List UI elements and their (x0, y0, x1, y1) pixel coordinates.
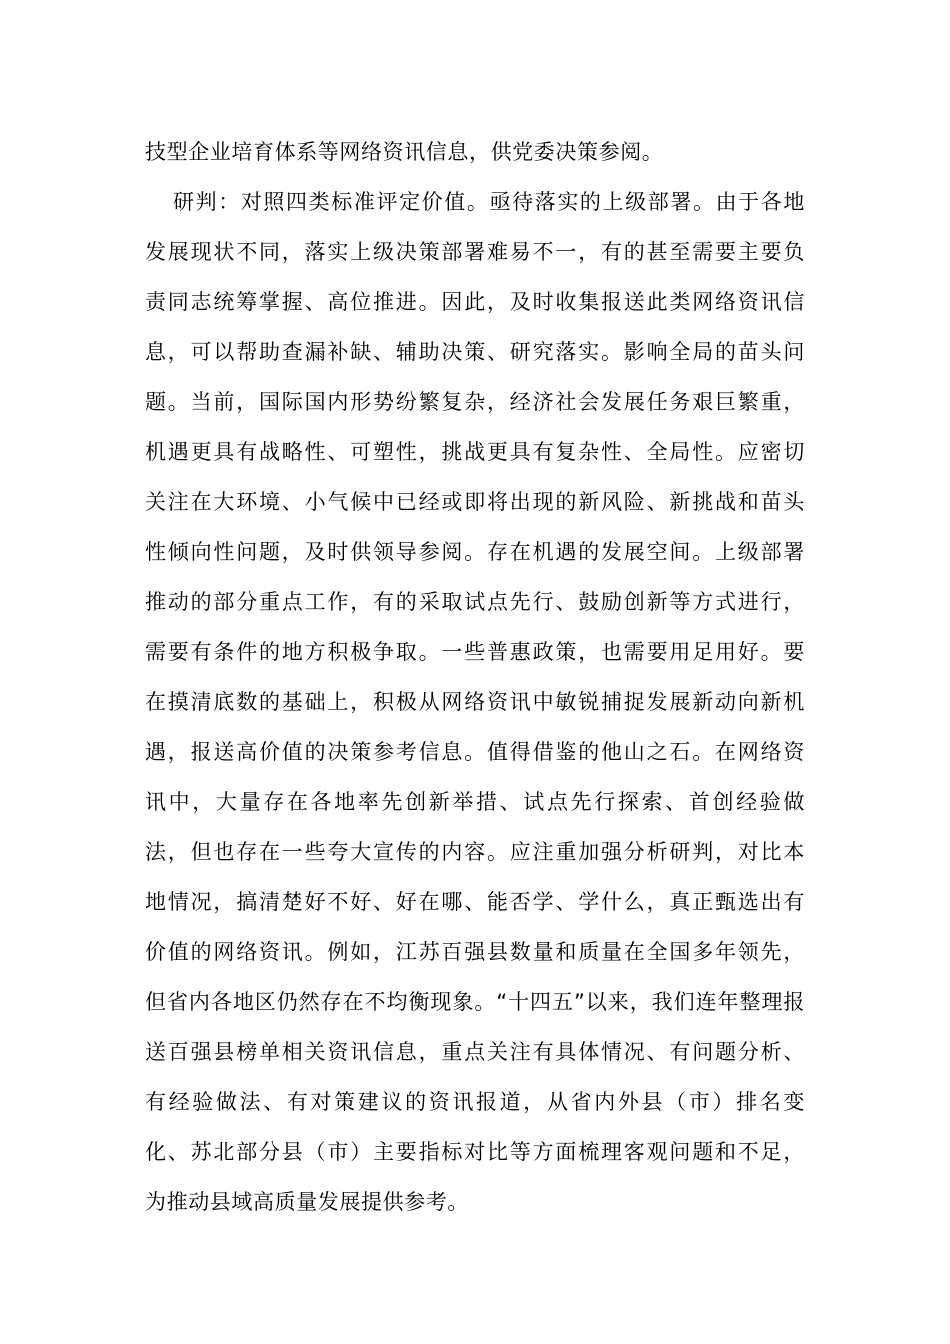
text-line: 责同志统筹掌握、高位推进。因此，及时收集报送此类网络资讯信 (145, 290, 805, 314)
text-line: 题。当前，国际国内形势纷繁复杂，经济社会发展任务艰巨繁重， (145, 390, 805, 414)
text-line: 机遇更具有战略性、可塑性，挑战更具有复杂性、全局性。应密切 (145, 440, 805, 464)
text-line: 有经验做法、有对策建议的资讯报道，从省内外县（市）排名变 (145, 1090, 805, 1114)
text-line: 技型企业培育体系等网络资讯信息，供党委决策参阅。 (145, 140, 664, 164)
text-line: 关注在大环境、小气候中已经或即将出现的新风险、新挑战和苗头 (145, 490, 805, 514)
text-line: 为推动县域高质量发展提供参考。 (145, 1190, 469, 1214)
text-line: 但省内各地区仍然存在不均衡现象。“十四五”以来，我们连年整理报 (145, 990, 805, 1014)
text-line: 需要有条件的地方积极争取。一些普惠政策，也需要用足用好。要 (145, 640, 805, 664)
text-line: 讯中，大量存在各地率先创新举措、试点先行探索、首创经验做 (145, 790, 805, 814)
text-line: 发展现状不同，落实上级决策部署难易不一，有的甚至需要主要负 (145, 240, 805, 264)
text-line: 送百强县榜单相关资讯信息，重点关注有具体情况、有问题分析、 (145, 1040, 805, 1064)
text-line: 法，但也存在一些夸大宣传的内容。应注重加强分析研判，对比本 (145, 840, 805, 864)
text-line: 息，可以帮助查漏补缺、辅助决策、研究落实。影响全局的苗头问 (145, 340, 805, 364)
text-line: 研判：对照四类标准评定价值。亟待落实的上级部署。由于各地 (173, 190, 805, 214)
text-line: 地情况，搞清楚好不好、好在哪、能否学、学什么，真正甄选出有 (145, 890, 805, 914)
text-line: 在摸清底数的基础上，积极从网络资讯中敏锐捕捉发展新动向新机 (145, 690, 805, 714)
text-line: 遇，报送高价值的决策参考信息。值得借鉴的他山之石。在网络资 (145, 740, 805, 764)
text-line: 价值的网络资讯。例如，江苏百强县数量和质量在全国多年领先， (145, 940, 805, 964)
body-text (145, 127, 805, 1227)
text-line: 化、苏北部分县（市）主要指标对比等方面梳理客观问题和不足， (145, 1140, 805, 1164)
text-line: 推动的部分重点工作，有的采取试点先行、鼓励创新等方式进行， (145, 590, 805, 614)
text-line: 性倾向性问题，及时供领导参阅。存在机遇的发展空间。上级部署 (145, 540, 805, 564)
